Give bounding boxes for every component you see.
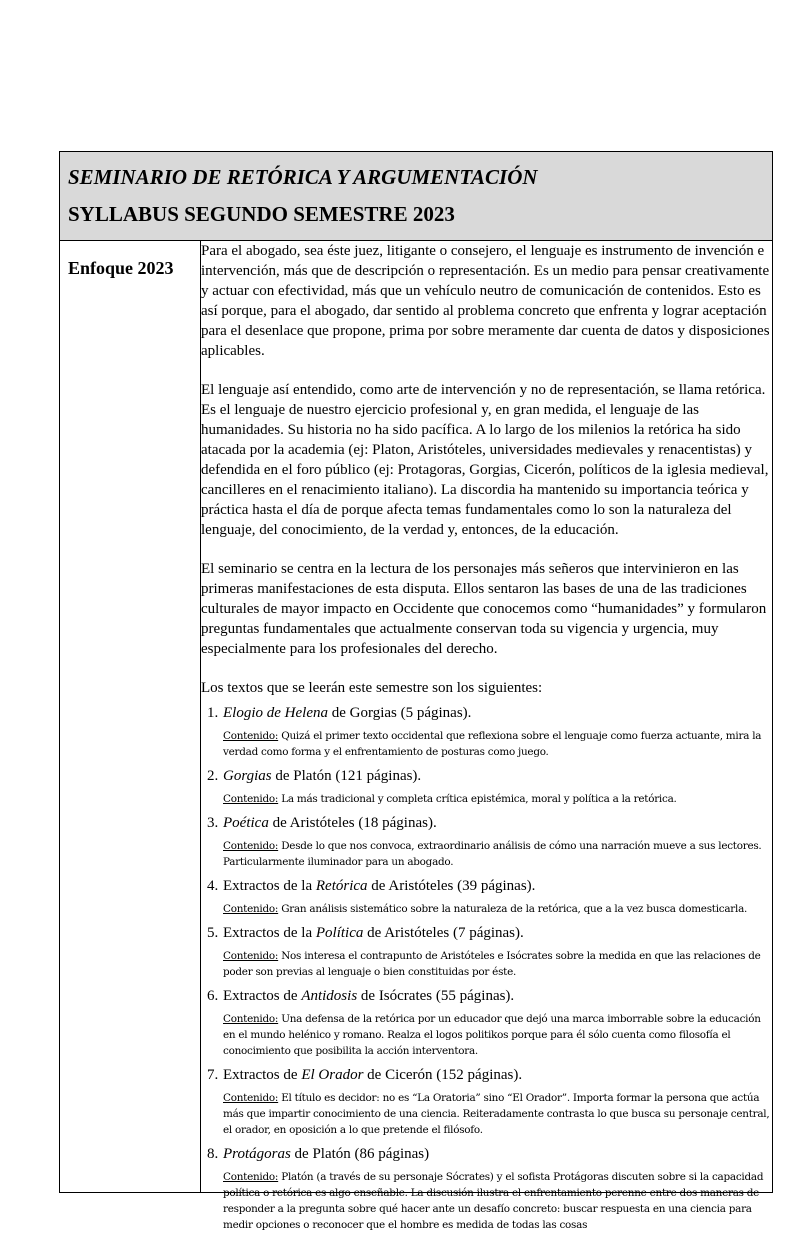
list-item bbox=[201, 923, 772, 980]
table-header bbox=[60, 152, 772, 241]
reading-author: de Aristóteles (7 páginas). bbox=[363, 925, 524, 941]
list-item bbox=[201, 1065, 772, 1138]
note-label: Contenido: bbox=[223, 793, 279, 805]
note-label: Contenido: bbox=[223, 840, 279, 852]
reading-work-title: Gorgias bbox=[223, 768, 272, 784]
reading-note bbox=[223, 1169, 772, 1233]
reading-title bbox=[207, 876, 772, 896]
syllabus-table bbox=[59, 151, 773, 1231]
note-text: Quizá el primer texto occidental que reflexiona sobre el lenguaje como fuerza actuante, mira la verdad como forma y el enfrentamiento de posturas como juego. bbox=[223, 730, 762, 758]
note-text: Desde lo que nos convoca, extraordinario análisis de cómo una narración mueve a sus lectores. Particularmente iluminador para un abogado. bbox=[223, 840, 762, 868]
paragraph: El seminario se centra en la lectura de los personajes más señeros que intervinieron en las primeras manifestaciones de esta disputa. Ellos sentaron las bases de una de las tradiciones culturales de mayor impacto en Occidente que conocemos como “humanidades” y formularon preguntas fundamentales que actualmente conservan toda su vigencia y urgencia, muy especialmente para los profesionales del derecho. bbox=[201, 561, 767, 657]
note-label: Contenido: bbox=[223, 903, 279, 915]
section-content-cell bbox=[201, 241, 772, 1231]
section-label-cell bbox=[60, 241, 201, 1192]
reading-author: de Cicerón (152 páginas). bbox=[363, 1067, 523, 1083]
reading-work-title: El Orador bbox=[301, 1067, 364, 1083]
note-label: Contenido: bbox=[223, 1013, 279, 1025]
reading-note bbox=[223, 838, 772, 870]
reading-note bbox=[223, 948, 772, 980]
reading-number: 1. bbox=[207, 705, 219, 721]
reading-title bbox=[207, 986, 772, 1006]
list-item bbox=[201, 703, 772, 760]
reading-title bbox=[207, 923, 772, 943]
reading-number: 7. bbox=[207, 1067, 219, 1083]
reading-prefix: Extractos de la bbox=[223, 925, 316, 941]
reading-number: 3. bbox=[207, 815, 219, 831]
paragraph: El lenguaje así entendido, como arte de intervención y no de representación, se llama retórica. Es el lenguaje de nuestro ejercicio profesional y, en gran medida, el lenguaje de las humanidades. Su historia no ha sido pacífica. A lo largo de los milenios la retórica ha sido atacada por la academia (ej: Platon, Aristóteles, universidades medievales y renacentistas) y defendida en el foro público (ej: Protagoras, Gorgias, Cicerón, políticos de la iglesia medieval, cancilleres en el renacimiento italiano). La discordia ha mantenido su importancia teórica y práctica hasta el día de porque afecta temas fundamentales como lo son la naturaleza del lenguaje, del conocimiento, de la verdad y, entonces, de la educación. bbox=[201, 382, 769, 538]
reading-number: 8. bbox=[207, 1146, 219, 1162]
note-label: Contenido: bbox=[223, 950, 279, 962]
reading-number: 5. bbox=[207, 925, 219, 941]
reading-author: de Aristóteles (39 páginas). bbox=[367, 878, 536, 894]
reading-prefix: Extractos de bbox=[223, 988, 302, 1004]
reading-work-title: Política bbox=[315, 925, 364, 941]
reading-author: de Aristóteles (18 páginas). bbox=[268, 815, 437, 831]
list-item bbox=[201, 1144, 772, 1233]
note-text: Nos interesa el contrapunto de Aristóteles e Isócrates sobre la medida en que las relaciones de poder son previas al lenguaje o bien constituidas por éste. bbox=[223, 950, 761, 978]
note-text: La más tradicional y completa crítica epistémica, moral y política a la retórica. bbox=[278, 793, 677, 805]
note-text: Gran análisis sistemático sobre la naturaleza de la retórica, que a la vez busca domesticarla. bbox=[278, 903, 748, 915]
reading-note bbox=[223, 1011, 772, 1059]
reading-work-title: Retórica bbox=[315, 878, 368, 894]
note-label: Contenido: bbox=[223, 1171, 279, 1183]
reading-title bbox=[207, 1144, 772, 1164]
reading-prefix: Extractos de la bbox=[223, 878, 316, 894]
reading-work-title: Antidosis bbox=[301, 988, 358, 1004]
section-label: Enfoque 2023 bbox=[68, 258, 174, 278]
list-item bbox=[201, 766, 772, 807]
reading-title bbox=[207, 766, 772, 786]
reading-list bbox=[201, 703, 772, 1233]
list-item bbox=[201, 876, 772, 917]
note-label: Contenido: bbox=[223, 1092, 279, 1104]
reading-work-title: Protágoras bbox=[223, 1146, 291, 1162]
reading-author: de Isócrates (55 páginas). bbox=[357, 988, 515, 1004]
seminar-title: SEMINARIO DE RETÓRICA Y ARGUMENTACIÓN bbox=[68, 165, 538, 189]
paragraph: Para el abogado, sea éste juez, litigante o consejero, el lenguaje es instrumento de invención e intervención, más que de descripción o representación. Es un medio para pensar creativamente y actuar con efectividad, más que un vehículo neutro de comunicación de contenidos. Esto es así porque, para el abogado, dar sentido al problema concreto que enfrenta y lograr aceptación para el desenlace que propone, prima por sobre meramente dar cuenta de datos y disposiciones aplicables. bbox=[201, 243, 770, 359]
reading-title bbox=[207, 703, 772, 723]
reading-author: de Gorgias (5 páginas). bbox=[327, 705, 472, 721]
reading-title bbox=[207, 1065, 772, 1085]
reading-note bbox=[223, 1090, 772, 1138]
reading-note bbox=[223, 791, 772, 807]
reading-author: de Platón (121 páginas). bbox=[271, 768, 422, 784]
syllabus-title: SYLLABUS SEGUNDO SEMESTRE 2023 bbox=[68, 202, 455, 226]
reading-prefix: Extractos de bbox=[223, 1067, 302, 1083]
reading-title bbox=[207, 813, 772, 833]
list-item bbox=[201, 986, 772, 1059]
reading-author: de Platón (86 páginas) bbox=[290, 1146, 430, 1162]
readings-intro: Los textos que se leerán este semestre son los siguientes: bbox=[201, 680, 543, 696]
reading-number: 4. bbox=[207, 878, 219, 894]
list-item bbox=[201, 813, 772, 870]
reading-work-title: Elogio de Helena bbox=[223, 705, 328, 721]
reading-note bbox=[223, 728, 772, 760]
reading-work-title: Poética bbox=[223, 815, 269, 831]
reading-number: 6. bbox=[207, 988, 219, 1004]
note-text: El título es decidor: no es “La Oratoria” sino “El Orador”. Importa formar la persona que actúa más que impartir conocimiento de una ciencia. Reiteradamente contrasta lo que busca su personaje central, el orador, en oposición a lo que pretende el filósofo. bbox=[223, 1092, 770, 1136]
note-text: Una defensa de la retórica por un educador que dejó una marca imborrable sobre la educación en el mundo helénico y romano. Realza el logos politikos porque para él sólo cuenta como filosofía el conocimiento que posibilita la acción interventora. bbox=[223, 1013, 761, 1057]
reading-number: 2. bbox=[207, 768, 219, 784]
note-label: Contenido: bbox=[223, 730, 279, 742]
reading-note bbox=[223, 901, 772, 917]
note-text: Platón (a través de su personaje Sócrates) y el sofista Protágoras discuten sobre si la capacidad política o retórica es algo enseñable. La discusión ilustra el enfrentamiento perenne entre dos maneras de responder a la pregunta sobre qué hacer ante un desafío concreto: buscar respuesta en una ciencia para medir opciones o reconocer que el hombre es medida de todas las cosas bbox=[223, 1171, 764, 1231]
